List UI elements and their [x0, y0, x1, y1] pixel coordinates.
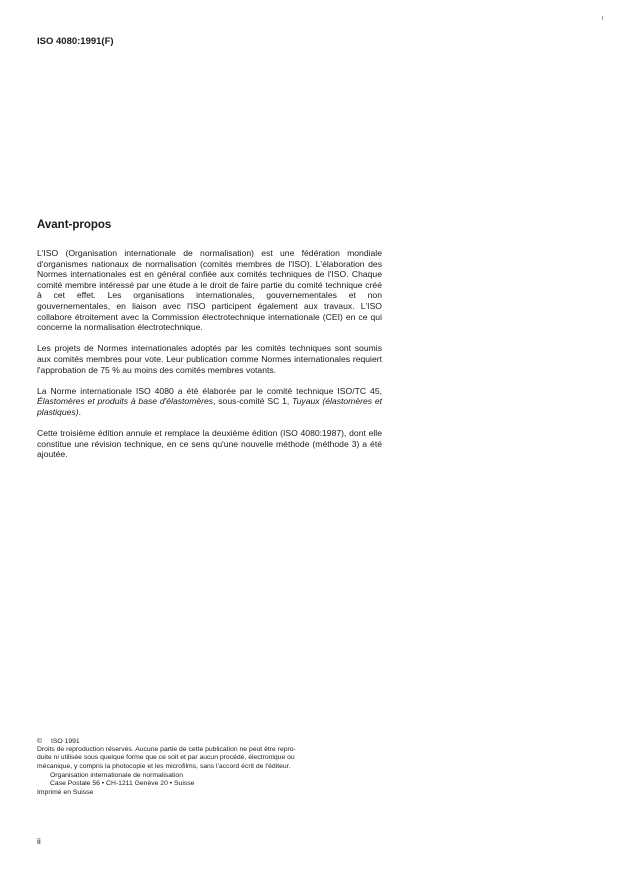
copyright-row: [37, 738, 387, 746]
foreword-paragraph-1: L'ISO (Organisation internationale de normalisation) est une fédération mondiale d'organismes nationaux de normalisation (comités membres de l'ISO). L'élaboration des Normes internationales est en général confiée aux comités techniques de l'ISO. Chaque comité membre intéressé par une étude a le droit de faire partie du comité technique créé à cet effet. Les organisations internationales, gouvernementales et non gouvernementales, en liaison avec l'ISO participent également aux travaux. L'ISO collabore étroitement avec la Commission électrotechnique internationale (CEI) en ce qui concerne la normalisation électrotechnique.: [37, 248, 382, 333]
foreword-paragraph-2: Les projets de Normes internationales adoptés par les comités techniques sont soumis aux comités membres pour vote. Leur publication comme Normes internationales requiert l'approbation de 75 % au moins des comités membres votants.: [37, 343, 382, 375]
foreword-body: [37, 248, 382, 470]
tc-title: Élastomères et produits à base d'élastomères: [37, 396, 214, 407]
foreword-paragraph-4: Cette troisième édition annule et remplace la deuxième édition (ISO 4080:1987), dont elle constitue une révision technique, en ce sens qu'une nouvelle méthode (méthode 3) a été ajoutée.: [37, 428, 382, 460]
sc-title: Tuyaux (élastomères et plastiques): [37, 396, 382, 417]
copyright-footer: [37, 738, 387, 797]
copyright-symbol: ©: [37, 738, 43, 745]
printed-in: Imprimé en Suisse: [37, 789, 94, 797]
paragraph-3-middle: , sous-comité SC 1,: [213, 396, 293, 407]
copyright-line: ISO 1991: [51, 738, 80, 745]
org-name: Organisation internationale de normalisation: [50, 771, 183, 779]
foreword-paragraph-3: [37, 386, 382, 418]
rights-line-1: Droits de reproduction réservés. Aucune partie de cette publication ne peut être repro-: [37, 746, 296, 754]
section-title: Avant-propos: [37, 219, 112, 231]
org-address: Case Postale 56 • CH-1211 Genève 20 • Suisse: [50, 780, 195, 788]
corner-mark: [602, 16, 603, 20]
paragraph-3-start: La Norme internationale ISO 4080 a été élaborée par le comité technique ISO/TC 45,: [37, 385, 382, 396]
paragraph-3-end: .: [78, 406, 81, 417]
page-number: ii: [37, 836, 41, 846]
rights-line-3: mécanique, y compris la photocopie et les microfilms, sans l'accord écrit de l'éditeur.: [37, 762, 291, 770]
rights-line-2: duite ni utilisée sous quelque forme que ce soit et par aucun procédé, électronique ou: [37, 754, 295, 762]
document-code: ISO 4080:1991(F): [37, 36, 114, 47]
